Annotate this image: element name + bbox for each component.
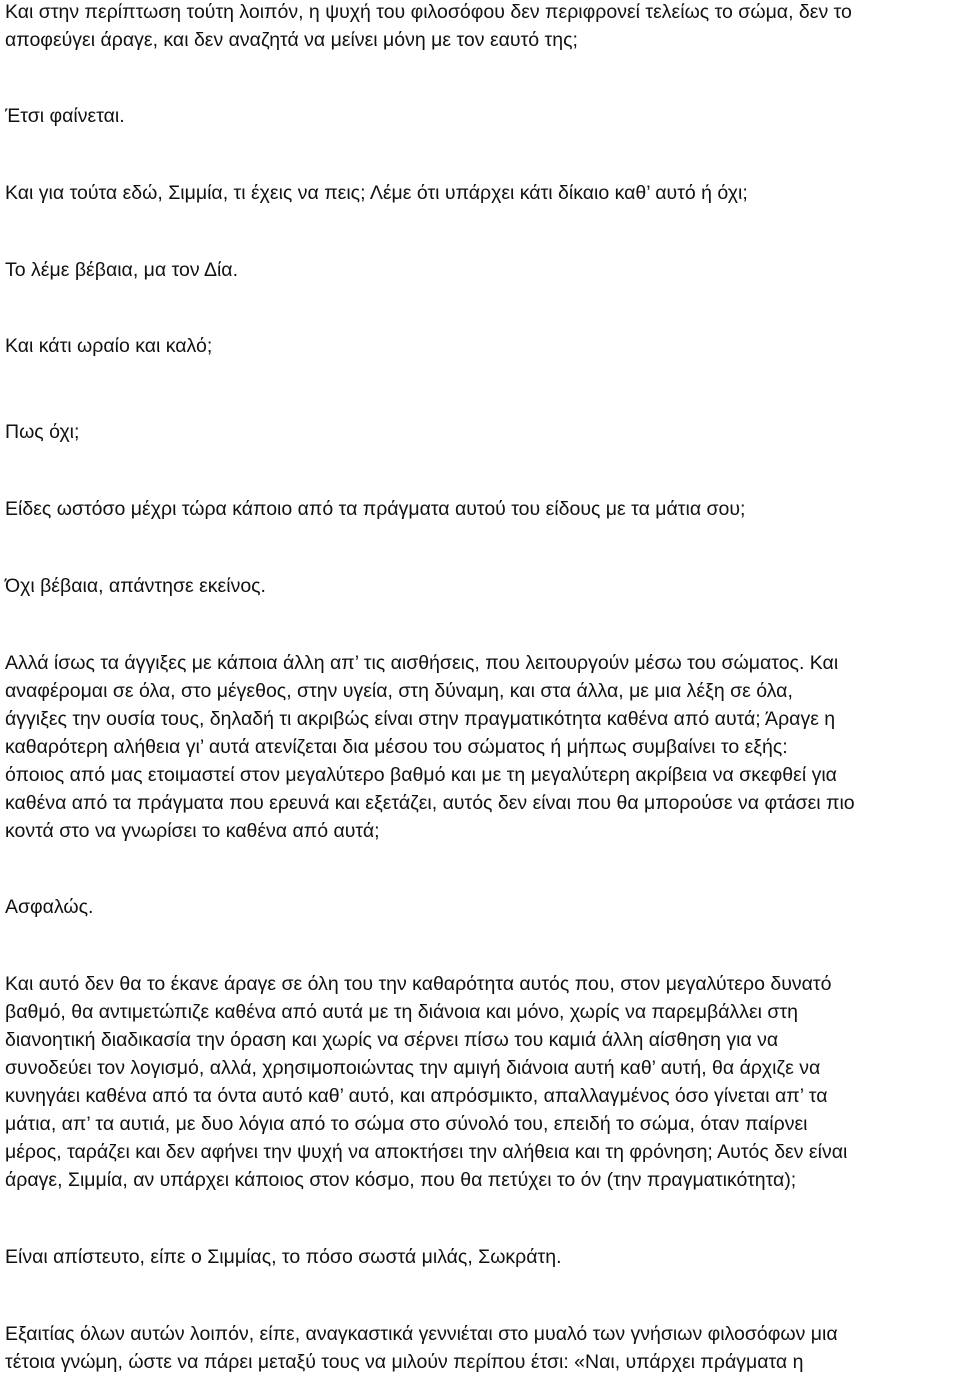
text-line: καθαρότερη αλήθεια γι’ αυτά ατενίζεται δια μέσου του σώματος ή μήπως συμβαίνει το εξής: [5,736,788,758]
text-line: κυνηγάει καθένα από τα όντα αυτό καθ’ αυτό, και απρόσμικτο, απαλλαγμένος όσο γίνεται απ’ τα [5,1085,828,1107]
text-line: Εξαιτίας όλων αυτών λοιπόν, είπε, αναγκαστικά γεννιέται στο μυαλό των γνήσιων φιλοσόφων μια [5,1323,838,1345]
text-line: μέρος, ταράζει και δεν αφήνει την ψυχή να αποκτήσει την αλήθεια και τη φρόνηση; Αυτός δεν είναι [5,1141,848,1163]
text-line: αποφεύγει άραγε, και δεν αναζητά να μείνει μόνη με τον εαυτό της; [5,29,578,51]
text-line: Είδες ωστόσο μέχρι τώρα κάποιο από τα πράγματα αυτού του είδους με τα μάτια σου; [5,498,746,520]
text-line: διανοητική διαδικασία την όραση και χωρίς να σέρνει πίσω του καμιά άλλη αίσθηση για να [5,1029,779,1051]
text-line: κοντά στο να γνωρίσει το καθένα από αυτά; [5,820,380,842]
text-line: άραγε, Σιμμία, αν υπάρχει κάποιος στον κόσμο, που θα πετύχει το όν (την πραγματικότητα); [5,1169,797,1191]
text-line: άγγιξες την ουσία τους, δηλαδή τι ακριβώς είναι στην πραγματικότητα καθένα από αυτά; Άραγε η [5,708,836,730]
text-line: βαθμό, θα αντιμετώπιζε καθένα από αυτά με τη διάνοια και μόνο, χωρίς να παρεμβάλλει στη [5,1001,798,1023]
text-line: Και για τούτα εδώ, Σιμμία, τι έχεις να πεις; Λέμε ότι υπάρχει κάτι δίκαιο καθ’ αυτό ή όχι; [5,182,748,204]
text-line: Έτσι φαίνεται. [5,105,125,127]
text-line: Όχι βέβαια, απάντησε εκείνος. [5,575,266,597]
text-line: Και στην περίπτωση τούτη λοιπόν, η ψυχή του φιλοσόφου δεν περιφρονεί τελείως το σώμα, δεν το [5,1,852,23]
text-line: Ασφαλώς. [5,896,94,918]
text-line: συνοδεύει τον λογισμό, αλλά, χρησιμοποιώντας την αμιγή διάνοια αυτή καθ’ αυτή, θα άρχιζε να [5,1057,821,1079]
text-line: μάτια, απ’ τα αυτιά, με δυο λόγια από το σώμα στο σύνολό του, επειδή το σώμα, όταν παίρνει [5,1113,808,1135]
text-line: καθένα από τα πράγματα που ερευνά και εξετάζει, αυτός δεν είναι που θα μπορούσε να φτάσει πιο [5,792,855,814]
text-line: Και αυτό δεν θα το έκανε άραγε σε όλη του την καθαρότητα αυτός που, στον μεγαλύτερο δυνατό [5,973,832,995]
text-line: Και κάτι ωραίο και καλό; [5,335,213,357]
text-line: Πως όχι; [5,421,80,443]
text-line: Είναι απίστευτο, είπε ο Σιμμίας, το πόσο σωστά μιλάς, Σωκράτη. [5,1246,562,1268]
text-line: τέτοια γνώμη, ώστε να πάρει μεταξύ τους να μιλούν περίπου έτσι: «Ναι, υπάρχει πράγματα η [5,1351,804,1373]
text-line: όποιος από μας ετοιμαστεί στον μεγαλύτερο βαθμό και με τη μεγαλύτερη ακρίβεια να σκεφθεί για [5,764,837,786]
text-line: αναφέρομαι σε όλα, στο μέγεθος, στην υγεία, στη δύναμη, και στα άλλα, με μια λέξη σε όλα, [5,680,793,702]
text-line: Αλλά ίσως τα άγγιξες με κάποια άλλη απ’ τις αισθήσεις, που λειτουργούν μέσω του σώματος. Και [5,652,839,674]
text-line: Το λέμε βέβαια, μα τον Δία. [5,259,239,281]
